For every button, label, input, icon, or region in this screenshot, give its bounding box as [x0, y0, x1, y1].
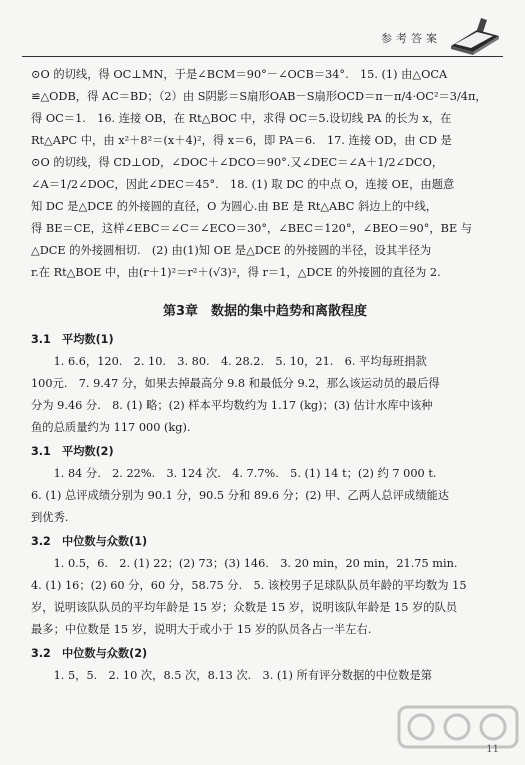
page-number: 11 — [486, 744, 499, 755]
text-line: 分为 9.46 分. 8. (1) 略；(2) 样本平均数约为 1.17 (kg)；(3) 估计水库中该种 — [31, 399, 433, 412]
section-3-2-b — [31, 643, 499, 687]
text-line: 1. 84 分. 2. 22%. 3. 124 次. 4. 7.7%. 5. (1) 14 t；(2) 约 7 000 t. — [53, 467, 437, 480]
text-line: ⊙O 的切线，得 OC⊥MN，于是∠BCM＝90°－∠OCB＝34°. 15. (1) 由△OCA — [31, 68, 448, 81]
text-line: 1. 0.5，6. 2. (1) 22；(2) 73；(3) 146. 3. 20 min，20 min，21.75 min. — [53, 557, 458, 570]
page-content — [31, 64, 499, 687]
text-line: 1. 5，5. 2. 10 次，8.5 次，8.13 次. 3. (1) 所有评分数据的中位数是第 — [53, 669, 433, 682]
text-line: 到优秀. — [31, 511, 69, 524]
header-rule — [22, 56, 503, 57]
text-line: ∠A＝1/2∠DOC，因此∠DEC＝45°. 18. (1) 取 DC 的中点 O，连接 OE，由题意 — [31, 178, 455, 191]
text-line: 岁，说明该队队员的平均年龄是 15 岁；众数是 15 岁，说明该队年龄是 15 岁的队员 — [31, 601, 458, 614]
book-icon — [447, 16, 503, 56]
text-line: Rt△APC 中，由 x²＋8²＝(x＋4)²，得 x＝6，即 PA＝6. 17. 连接 OD，由 CD 是 — [31, 134, 452, 147]
text-line: 得 BE＝CE，这样∠EBC＝∠C＝∠ECO＝30°，∠BEC＝120°，∠BEO＝90°，BE 与 — [31, 222, 473, 235]
section-heading: 3.1 平均数(1) — [31, 333, 114, 346]
text-line: r.在 Rt△BOE 中，由(r＋1)²＝r²＋(√3)²，得 r＝1，△DCE 的外接圆的直径为 2. — [31, 266, 441, 279]
answer-paragraph — [31, 64, 499, 284]
text-line: ≌△ODB，得 AC＝BD；（2）由 S阴影＝S扇形OAB－S扇形OCD＝π－π/4·OC²＝3/4π， — [31, 90, 487, 103]
text-line: ⊙O 的切线，得 CD⊥OD，∠DOC＋∠DCO＝90°.又∠DEC＝∠A＋1/2∠DCO， — [31, 156, 444, 169]
text-line: 得 OC＝1. 16. 连接 OB，在 Rt△BOC 中，求得 OC＝5.设切线 PA 的长为 x，在 — [31, 112, 452, 125]
text-line: 6. (1) 总评成绩分别为 90.1 分，90.5 分和 89.6 分；(2) 甲、乙两人总评成绩能达 — [31, 489, 450, 502]
section-heading: 3.2 中位数与众数(2) — [31, 647, 148, 660]
section-heading: 3.1 平均数(2) — [31, 445, 114, 458]
watermark-logo — [397, 703, 519, 751]
text-line: △DCE 的外接圆相切. (2) 由(1)知 OE 是△DCE 的外接圆的半径，设其半径为 — [31, 244, 432, 257]
text-line: 鱼的总质量约为 117 000 (kg). — [31, 421, 191, 434]
section-3-2-a — [31, 531, 499, 641]
section-3-1-a — [31, 329, 499, 439]
chapter-title: 第3章 数据的集中趋势和离散程度 — [162, 304, 368, 319]
section-3-1-b — [31, 441, 499, 529]
page-header — [22, 0, 503, 62]
text-line: 最多；中位数是 15 岁，说明大于或小于 15 岁的队员各占一半左右. — [31, 623, 372, 636]
text-line: 100元. 7. 9.47 分，如果去掉最高分 9.8 和最低分 9.2，那么该运动员的最后得 — [31, 377, 440, 390]
section-heading: 3.2 中位数与众数(1) — [31, 535, 148, 548]
text-line: 1. 6.6，120. 2. 10. 3. 80. 4. 28.2. 5. 10，21. 6. 平均每班捐款 — [53, 355, 427, 368]
text-line: 知 DC 是△DCE 的外接圆的直径，O 为圆心.由 BE 是 Rt△ABC 斜边上的中线， — [31, 200, 438, 213]
text-line: 4. (1) 16；(2) 60 分，60 分，58.75 分. 5. 该校男子足球队队员年龄的平均数为 15 — [31, 579, 467, 592]
header-title: 参考答案 — [381, 32, 441, 45]
